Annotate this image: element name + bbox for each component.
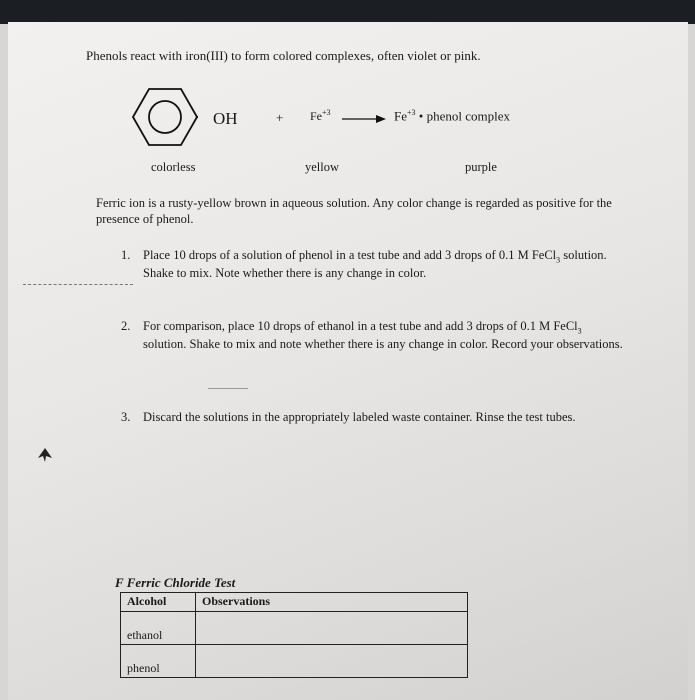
observation-cell[interactable] (196, 645, 468, 678)
table-title: F Ferric Chloride Test (115, 575, 236, 590)
step-1: 1. Place 10 drops of a solution of phenol in a test tube and add 3 drops of 0.1 M FeCl$_3$ solution. Shake to mix. Note whether there is any change in color. (121, 248, 607, 280)
intro-text: Phenols react with iron(III) to form colored complexes, often violet or pink. (86, 48, 481, 63)
table-row (121, 612, 468, 645)
plus-sign: + (276, 110, 284, 125)
color-label-purple: purple (465, 160, 497, 174)
step-2: 2. For comparison, place 10 drops of ethanol in a test tube and add 3 drops of 0.1 M FeCl$_3$ solution. Shake to mix and note whether there is any change in color. Record your observations. (121, 319, 623, 351)
hydroxyl-label: OH (213, 109, 238, 128)
header-alcohol: Alcohol (121, 593, 196, 612)
short-underline (208, 388, 248, 389)
worksheet-page (8, 22, 688, 700)
color-label-colorless: colorless (151, 160, 196, 174)
reaction-arrow (342, 114, 386, 124)
mouse-cursor-icon (38, 448, 52, 462)
alcohol-cell: phenol (121, 645, 196, 678)
color-label-yellow: yellow (305, 160, 340, 174)
table-row (121, 645, 468, 678)
top-bar (0, 0, 695, 24)
header-observations: Observations (196, 593, 468, 612)
alcohol-cell: ethanol (121, 612, 196, 645)
observation-cell[interactable] (196, 612, 468, 645)
ferric-ion-paragraph: Ferric ion is a rusty-yellow brown in aqueous solution. Any color change is regarded as positive for the presence of phenol. (96, 196, 612, 226)
benzene-ring (132, 84, 198, 150)
ferric-chloride-table (120, 592, 468, 678)
iron-reactant: $Fe^{+3}$ (310, 108, 331, 123)
dashed-line (23, 284, 133, 285)
step-3: 3. Discard the solutions in the appropriately labeled waste container. Rinse the test tubes. (121, 410, 576, 424)
product-label: $Fe^{+3}$ • phenol complex (394, 108, 510, 124)
